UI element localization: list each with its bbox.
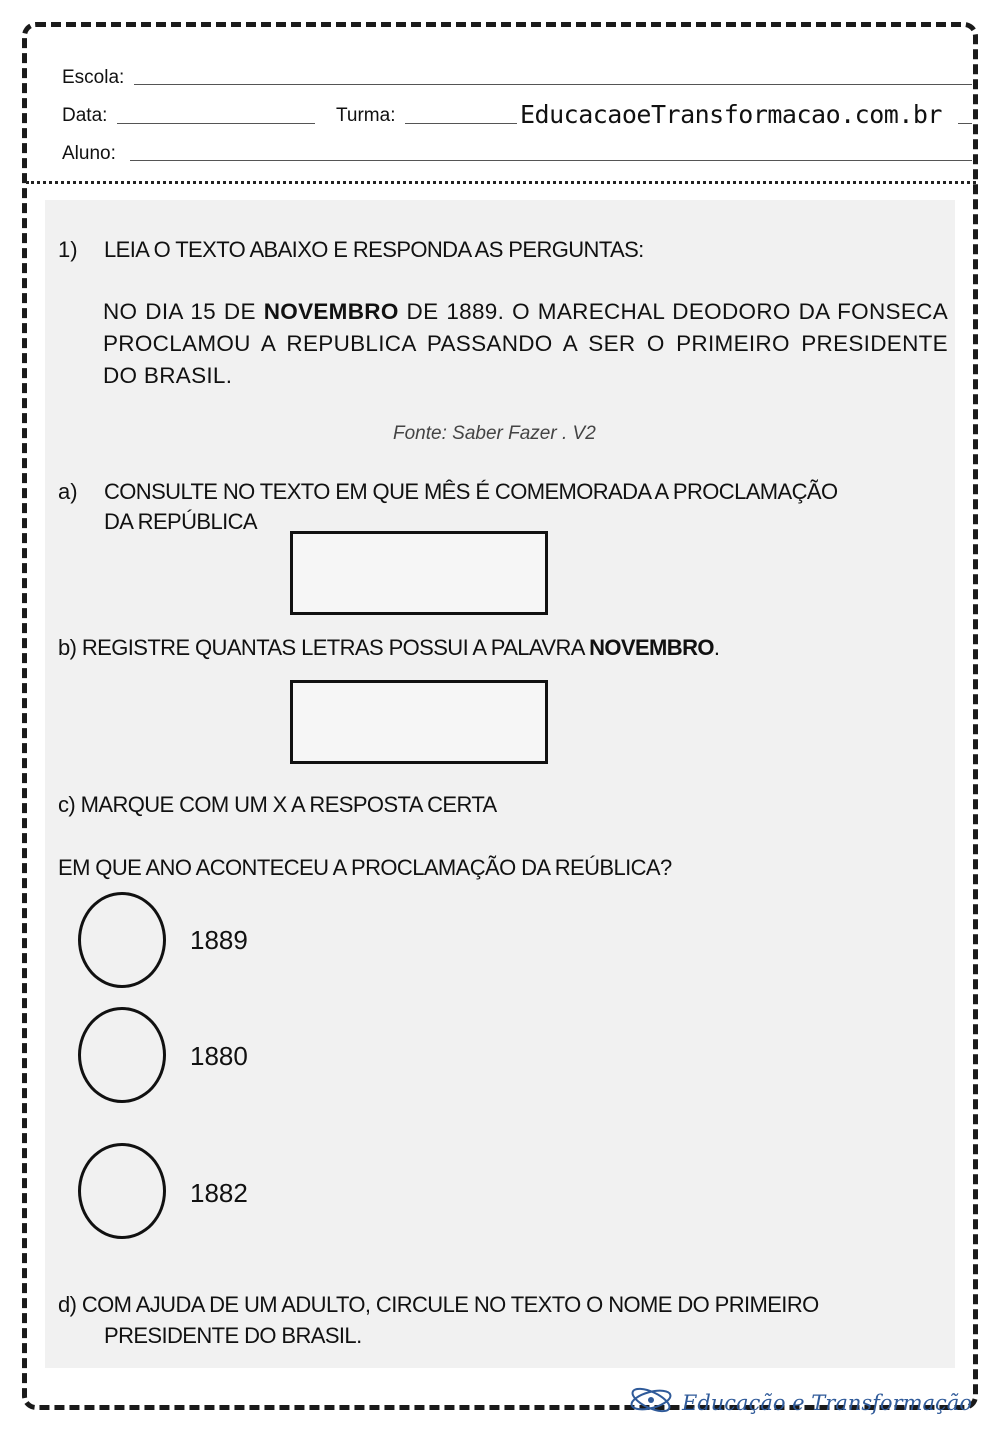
item-b-text: b) REGISTRE QUANTAS LETRAS POSSUI A PALAVRA NOVEMBRO. [58,635,720,660]
class-field[interactable] [405,123,517,124]
answer-box-b[interactable] [290,680,548,764]
option-circle-1889[interactable] [78,892,166,988]
option-label-1880: 1880 [190,1041,248,1071]
school-label: Escola: [62,67,125,88]
footer-brand [628,1384,972,1421]
student-label: Aluno: [62,143,116,164]
option-circle-1882[interactable] [78,1143,166,1239]
item-a-line1: CONSULTE NO TEXTO EM QUE MÊS É COMEMORADA A PROCLAMAÇÃO [104,479,838,504]
item-d-line2: PRESIDENTE DO BRASIL. [104,1323,362,1348]
school-field[interactable] [134,84,972,85]
orbit-logo-icon [628,1384,674,1421]
site-watermark: EducacaoeTransformacao.com.br [520,100,942,129]
item-a-line2: DA REPÚBLICA [104,509,257,534]
item-d-line1: d) COM AJUDA DE UM ADULTO, CIRCULE NO TEXTO O NOME DO PRIMEIRO [58,1292,819,1317]
item-a-label: a) [58,479,78,504]
date-label: Data: [62,105,108,126]
footer-brand-text: Educação e Transformação [682,1390,972,1415]
student-field[interactable] [130,160,972,161]
option-label-1882: 1882 [190,1178,248,1208]
question-number: 1) [58,237,78,262]
option-label-1889: 1889 [190,925,248,955]
item-c-question: EM QUE ANO ACONTECEU A PROCLAMAÇÃO DA REÚBLICA? [58,855,672,880]
item-c-instruction: c) MARQUE COM UM X A RESPOSTA CERTA [58,792,497,817]
class-field-end [958,123,972,124]
reading-passage: NO DIA 15 DE NOVEMBRO DE 1889. O MARECHAL DEODORO DA FONSECA PROCLAMOU A REPUBLICA PASSANDO A SER O PRIMEIRO PRESIDENTE DO BRASIL. [103,299,948,388]
question-title: LEIA O TEXTO ABAIXO E RESPONDA AS PERGUNTAS: [104,237,644,262]
date-field[interactable] [117,123,315,124]
source-citation: Fonte: Saber Fazer . V2 [393,423,596,444]
answer-box-a[interactable] [290,531,548,615]
class-label: Turma: [336,105,396,126]
header-separator [26,181,976,184]
option-circle-1880[interactable] [78,1007,166,1103]
passage-keyword: NOVEMBRO [263,299,399,324]
